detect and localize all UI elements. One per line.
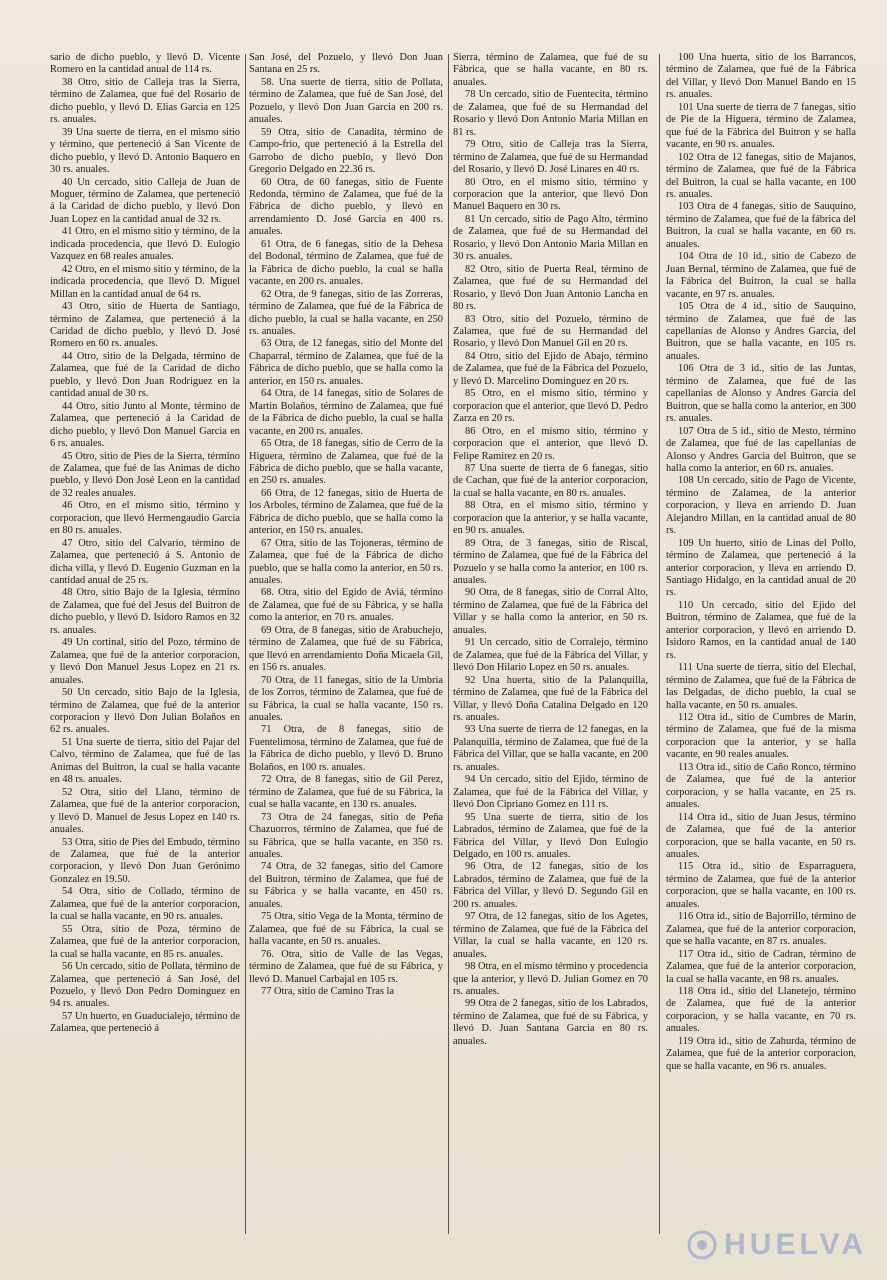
entry-paragraph: 70 Otra, de 11 fanegas, sitio de la Umbria de los Zorros, término de Zalamea, que fué de su Fábrica, la cual se halla vacante, 150 rs. anuales.: [249, 674, 443, 724]
entry-paragraph: 44 Otro, sitio Junto al Monte, término de Zalamea, que perteneció á la Caridad de dicho pueblo, y llevó Don Manuel Garcia en 6 rs. anuales.: [50, 400, 240, 450]
entry-paragraph: 94 Un cercado, sitio del Ejido, término de Zalamea, que fué de la Fábrica del Villar, y llevó Don Cipriano Gomez en 111 rs.: [453, 774, 648, 811]
entry-paragraph: 76. Otra, sitio de Valle de las Vegas, término de Zalamea, que fué de su Fábrica, y llevó D. Manuel Carbajal en 105 rs.: [249, 948, 443, 985]
entry-paragraph: 68. Otra, sitio del Egido de Aviá, término de Zalamea, que fué de su Fábrica, y se halla como la anterior, en 70 rs. anuales.: [249, 587, 443, 624]
entry-paragraph: 46 Otro, en el mismo sitio, término y corporacion, que llevó Hermengaudio Garcia en 80 rs. anuales.: [50, 500, 240, 537]
entry-paragraph: 62 Otra, de 9 fanegas, sitio de las Zorreras, término de Zalamea, que fué de la Fábrica de dicho pueblo, la cual se halla vacante, en 250 rs. anuales.: [249, 288, 443, 337]
entry-paragraph: 99 Otra de 2 fanegas, sitio de los Labrados, término de Zalamea, que fué de su Fábrica, y llevó D. Juan Santana Garcia en 80 rs. anuales.: [453, 998, 648, 1047]
entry-paragraph: 66 Otra, de 12 fanegas, sitio de Huerta de los Arboles, término de Zalamea, que fué de la Fábrica de dicho pueblo, que se halla como la anterior, en 150 rs. anuales.: [249, 487, 443, 537]
entry-paragraph: 60 Otra, de 60 fanegas, sitio de Fuente Redonda, término de Zalamea, que fué de la Fábrica de dicho pueblo, y llevó en arrendamiento D. José Garcia en 400 rs. anuales.: [249, 176, 443, 238]
entry-paragraph: 55 Otra, sitio de Poza, término de Zalamea, que fué de la anterior corporacion, la cual se halla vacante, en 85 rs. anuales.: [50, 923, 240, 960]
entry-paragraph: 89 Otra, de 3 fanegas, sitio de Riscal, término de Zalamea, que fué de la Fábrica del Pozuelo y se halla como la anterior, en 100 rs. anuales.: [453, 537, 648, 587]
entry-paragraph: 44 Otro, sitio de la Delgada, término de Zalamea, que fué de la Caridad de dicho pueblo, y llevó Don Juan Rodriguez en la cantidad anual de 30 rs.: [50, 350, 240, 400]
entry-paragraph: 108 Un cercado, sitio de Pago de Vicente, término de Zalamea, de la anterior corporacion, y lleva en arriendo D. Juan Alejandro Millan, en la cantidad anual de 80 rs.: [666, 475, 856, 537]
emblem-icon: [686, 1229, 718, 1261]
entry-paragraph: 56 Un cercado, sitio de Pollata, término de Zalamea, que perteneció á San José, del Pozuelo, y llevó Don Pedro Dominguez en 94 rs. anuales.: [50, 961, 240, 1010]
entry-paragraph: 43 Otro, sitio de Huerta de Santiago, término de Zalamea, que perteneció á la Caridad de dicho pueblo, y llevó D. José Romero en 60 rs. anuales.: [50, 301, 240, 350]
entry-paragraph: 65 Otra, de 18 fanegas, sitio de Cerro de la Higuera, término de Zalamea, que fué de la Fábrica de dicho pueblo, que se halla vacante, en 250 rs. anuales.: [249, 438, 443, 487]
entry-paragraph: 115 Otra id., sitio de Esparraguera, término de Zalamea, que fué de la anterior corporacion, que se halla vacante, en 100 rs. anuales.: [666, 861, 856, 910]
entry-paragraph: 67 Otra, sitio de las Tojoneras, término de Zalamea, que fué de la Fábrica de dicho pueblo, que se halla como la anterior, en 50 rs. anuales.: [249, 537, 443, 587]
entry-paragraph: 118 Otra id., sitio del Llanetejo, término de Zalamea, que fué de la anterior corporacion, y se halla vacante, en 70 rs. anuales.: [666, 985, 856, 1035]
entry-paragraph: 57 Un huerto, en Guaducialejo, término de Zalamea, que perteneció á: [50, 1010, 240, 1035]
entry-paragraph: 79 Otro, sitio de Calleja tras la Sierra, término de Zalamea, que fué de su Hermandad del Rosario, y llevó D. José Linares en 40 rs.: [453, 139, 648, 176]
text-column-3: [453, 52, 648, 1232]
entry-paragraph: 103 Otra de 4 fanegas, sitio de Sauquino, término de Zalamea, que fué de la fábrica del Buitron, la cual se halla vacante, en 60 rs. anuales.: [666, 201, 856, 250]
entry-paragraph: 72 Otra, de 8 fanegas, sitio de Gil Perez, término de Zalamea, que fué de su Fábrica, la cual se halla vacante, en 130 rs. anuales.: [249, 774, 443, 811]
entry-paragraph: 77 Otra, sitio de Camino Tras la: [261, 985, 395, 997]
entry-paragraph: 50 Un cercado, sitio Bajo de la Iglesia, término de Zalamea, que fué de la anterior corporacion y llevó Don Julian Bolaños en 62 rs. anuales.: [50, 687, 240, 736]
entry-paragraph: San José, del Pozuelo, y llevó Don Juan Santana en 25 rs.: [249, 52, 443, 76]
entry-paragraph: 59 Otra, sitio de Canadita, término de Campo-frio, que perteneció á la Estrella del Garrobo de dicho pueblo, y llevó Don Gregorio Delgado en 22.36 rs.: [249, 126, 443, 176]
entry-paragraph: 114 Otra id., sitio de Juan Jesus, término de Zalamea, que fué de la anterior corporacion, que se halla vacante, en 50 rs. anuales.: [666, 811, 856, 860]
entry-paragraph: 102 Otra de 12 fanegas, sitio de Majanos, término de Zalamea, que fué de la Fábrica del Buitron, la cual se halla vacante, en 100 rs. anuales.: [666, 151, 856, 200]
entry-paragraph: 69 Otra, de 8 fanegas, sitio de Arabuchejo, término de Zalamea, que fué de su Fábrica, que llevó en arrendamiento Doña Micaela Gil, en 156 rs. anuales.: [249, 624, 443, 674]
entry-paragraph: 105 Otra de 4 id., sitio de Sauquino, término de Zalamea, que fué de las capellanías de Alonso y Andres Garcia, del Buitron, que se halla vacante, en 105 rs. anuales.: [666, 301, 856, 362]
entry-paragraph: 42 Otro, en el mismo sitio y término, de la indicada procedencia, que llevó D. Miguel Millan en la cantidad anual de 64 rs.: [50, 263, 240, 300]
entry-paragraph: 52 Otra, sitio del Llano, término de Zalamea, que fué de la anterior corporacion, y llevó D. Manuel de Jesus Lopez en 140 rs. anuales.: [50, 786, 240, 836]
entry-paragraph: 58. Una suerte de tierra, sitio de Pollata, término de Zalamea, que fué de San José, del Pozuelo, y llevó Don Juan Garcia en 200 rs. anuales.: [249, 76, 443, 126]
column-divider: [245, 54, 246, 1234]
entry-paragraph: 87 Una suerte de tierra de 6 fanegas, sitio de Cachan, que fué de la anterior corporacion, la cual se halla vacante, en 80 rs. anuales.: [453, 462, 648, 499]
entry-paragraph: 116 Otra id., sitio de Bajorrillo, término de Zalamea, que fué de la anterior corporacion, que se halla vacante, en 87 rs. anuales.: [666, 911, 856, 948]
entry-paragraph: 45 Otro, sitio de Pies de la Sierra, término de Zalamea, que fué de las Animas de dicho pueblo, y llevó Don José Leon en la cantidad de 32 reales anuales.: [50, 450, 240, 499]
entry-paragraph: 107 Otra de 5 id., sitio de Mesto, término de Zalamea, que fué de las capellanías de Alonso y Andres Garcia del Buitron, que se halla como la anterior, en 60 rs. anuales.: [666, 425, 856, 474]
entry-paragraph: 85 Otro, en el mismo sitio, término y corporacion que el anterior, que llevó D. Pedro Zarza en 20 rs.: [453, 388, 648, 425]
entry-paragraph: 41 Otro, en el mismo sitio y término, de la indicada procedencia, que llevó D. Eulogio Vazquez en 68 reales anuales.: [50, 226, 240, 263]
entry-paragraph: 111 Una suerte de tierra, sitio del Elechal, término de Zalamea, que fué de la Fábrica de las Delgadas, de dicho pueblo, la cual se halla vacante, en 50 rs. anuales.: [666, 662, 856, 711]
entry-paragraph: 48 Otro, sitio Bajo de la Iglesia, término de Zalamea, que fué del Jesus del Buitron de dicho pueblo, y llevó D. Isidoro Ramos en 32 rs. anuales.: [50, 587, 240, 636]
entry-paragraph: 84 Otro, sitio del Ejido de Abajo, término de Zalamea, que fué de la Fábrica del Pozuelo, y llevó D. Marcelino Dominguez en 20 rs.: [453, 350, 648, 387]
entry-paragraph: 80 Otro, en el mismo sitio, término y corporacion que la anterior, que llevó Don Manuel Baquero en 30 rs.: [453, 176, 648, 213]
entry-paragraph: 82 Otro, sitio de Puerta Real, término de Zalamea, que fué de su Hermandad del Rosario, y llevó Don Juan Antonio Lancha en 80 rs.: [453, 263, 648, 313]
text-column-2: [249, 52, 443, 1232]
archive-watermark: [686, 1228, 867, 1262]
entry-paragraph: sario de dicho pueblo, y llevó D. Vicente Romero en la cantidad anual de 114 rs.: [50, 52, 240, 76]
entry-paragraph: 92 Una huerta, sitio de la Palanquilla, término de Zalamea, que fué de la Fábrica del Villar, y llevó Doña Catalina Delgado en 120 rs. anuales.: [453, 674, 648, 724]
entry-paragraph: 63 Otra, de 12 fanegas, sitio del Monte del Chaparral, término de Zalamea, que fué de la Fábrica de dicho pueblo, que se halla como la anterior, en 150 rs. anuales.: [249, 338, 443, 387]
entry-paragraph: 73 Otra de 24 fanegas, sitio de Peña Chazuorros, término de Zalamea, que fué de su Fábrica, que se halla vacante, en 350 rs. anuales.: [249, 811, 443, 860]
entry-paragraph: 61 Otra, de 6 fanegas, sitio de la Dehesa del Bodonal, término de Zalamea, que fué de la Fábrica de dicho pueblo, la cual se halla vacante, en 200 rs. anuales.: [249, 238, 443, 288]
entry-paragraph: 83 Otro, sitio del Pozuelo, término de Zalamea, que fué de su Hermandad del Rosario, y llevó Don Manuel Gil en 20 rs.: [453, 313, 648, 350]
entry-paragraph: 109 Un huerto, sitio de Linas del Pollo, término de Zalamea, que perteneció á la anterior corporacion, y lleva en arriendo D. Santiago Hidalgo, en la cantidad anual de 20 rs.: [666, 537, 856, 599]
entry-paragraph: 98 Otra, en el mismo término y procedencia que la anterior, y llevó D. Julian Gomez en 70 rs. anuales.: [453, 961, 648, 997]
column-divider: [448, 54, 449, 1234]
entry-paragraph: 53 Otra, sitio de Pies del Embudo, término de Zalamea, que fué de la anterior corporacion, y llevó Don Juan Gerónimo Gonzalez en 19.50.: [50, 836, 240, 885]
entry-paragraph: 106 Otra de 3 id., sitio de las Juntas, término de Zalamea, que fué de las capellanías de Alonso y Andres Garcia del Buitron, que se halla como la anterior, en 300 rs. anuales.: [666, 363, 856, 425]
entry-paragraph: 78 Un cercado, sitio de Fuentecita, término de Zalamea, que fué de su Hermandad del Rosario y llevó Don Antonio Maria Millan en 81 rs.: [453, 89, 648, 138]
entry-paragraph: 112 Otra id., sitio de Cumbres de Marin, término de Zalamea, que fué de la misma corporacion que la anterior, y se halla vacante, en 90 reales anuales.: [666, 712, 856, 761]
entry-paragraph: 110 Un cercado, sitio del Ejido del Buitron, término de Zalamea, que fué de la anterior corporacion, y llevó en arriendo D. Isidoro Ramos, en la cantidad anual de 140 rs.: [666, 599, 856, 661]
entry-paragraph: 47 Otro, sitio del Calvario, término de Zalamea, que perteneció á S. Antonio de dicha villa, y llevó D. Eugenio Guzman en la cantidad anual de 25 rs.: [50, 537, 240, 587]
entry-paragraph: 39 Una suerte de tierra, en el mismo sitio y término, que perteneció á San Vicente de dicho pueblo, y llevó D. Antonio Baquero en 30 rs. anuales.: [50, 126, 240, 176]
entry-paragraph: 101 Una suerte de tierra de 7 fanegas, sitio de Pie de la Higuera, término de Zalamea, que fué de la Fábrica del Buitron y se halla vacante, en 90 rs. anuales.: [666, 101, 856, 151]
entry-paragraph: 54 Otra, sitio de Collado, término de Zalamea, que fué de la anterior corporacion, la cual se halla vacante, en 90 rs. anuales.: [50, 886, 240, 923]
text-column-4: [666, 52, 856, 1232]
entry-paragraph: 100 Una huerta, sitio de los Barrancos, término de Zalamea, que fué de la Fábrica del Villar, y llevó Don Manuel Bando en 15 rs. anuales.: [666, 52, 856, 101]
entry-paragraph: 38 Otro, sitio de Calleja tras la Sierra, término de Zalamea, que fué del Rosario de dicho pueblo, y llevó D. Elias Garcia en 125 rs. anuales.: [50, 76, 240, 126]
entry-paragraph: 95 Una suerte de tierra, sitio de los Labrados, término de Zalamea, que fué de la Fábrica del Villar, y llevó Don Eulogio Delgado, en 100 rs. anuales.: [453, 811, 648, 860]
entry-paragraph: 104 Otra de 10 id., sitio de Cabezo de Juan Bernal, término de Zalamea, que fué de la Fábrica del Buitron, la cual se halla vacante, en 97 rs. anuales.: [666, 251, 856, 300]
text-column-1: [50, 52, 240, 1232]
entry-paragraph: 71 Otra, de 8 fanegas, sitio de Fuentelimosa, término de Zalamea, que fué de la Fábrica de dicho pueblo, y llevó D. Bruno Bolaños, en 100 rs. anuales.: [249, 724, 443, 773]
entry-paragraph: 86 Otro, en el mismo sitio, término y corporacion que el anterior, que llevó D. Felipe Ramirez en 20 rs.: [453, 425, 648, 462]
entry-paragraph: 81 Un cercado, sitio de Pago Alto, término de Zalamea, que fué de su Hermandad del Rosario, y llevó Don Antonio Maria Millan en 30 rs. anuales.: [453, 213, 648, 263]
entry-paragraph: 51 Una suerte de tierra, sitio del Pajar del Calvo, término de Zalamea, que fué de las Animas del Buitron, la cual se halla vacante en 48 rs. anuales.: [50, 736, 240, 786]
entry-paragraph: 75 Otra, sitio Vega de la Monta, término de Zalamea, que fué de su Fábrica, la cual se halla vacante, en 50 rs. anuales.: [249, 911, 443, 948]
entry-paragraph: 40 Un cercado, sitio Calleja de Juan de Moguer, término de Zalamea, que perteneció á la Caridad de dicho pueblo, y llevó Don Juan Lopez en la cantidad anual de 32 rs.: [50, 176, 240, 225]
watermark-text: HUELVA: [724, 1228, 867, 1261]
entry-paragraph: 117 Otra id., sitio de Cadran, término de Zalamea, que fué de la anterior corporacion, la cual se halla vacante, en 98 rs. anuales.: [666, 948, 856, 985]
entry-paragraph: 119 Otra id., sitio de Zahurda, término de Zalamea, que fué de la anterior corporacion, que se halla vacante, en 96 rs. anuales.: [666, 1035, 856, 1072]
entry-paragraph: 88 Otra, en el mismo sitio, término y corporacion que la anterior, y se halla vacante, en 90 rs. anuales.: [453, 500, 648, 537]
column-divider: [659, 54, 660, 1234]
entry-paragraph: 91 Un cercado, sitio de Corralejo, término de Zalamea, que fué de la Fábrica del Villar, y llevó Don Hilario Lopez en 50 rs. anuales.: [453, 637, 648, 674]
entry-paragraph: 113 Otra id., sitio de Caño Ronco, término de Zalamea, que fué de la anterior corporacion, y se halla vacante, en 25 rs. anuales.: [666, 761, 856, 811]
entry-paragraph: 64 Otra, de 14 fanegas, sitio de Solares de Martin Bolaños, término de Zalamea, que fué de la Fábrica de dicho pueblo, la cual se halla vacante, en 200 rs. anuales.: [249, 388, 443, 437]
entry-paragraph: Sierra, término de Zalamea, que fué de su Fábrica, que se halla vacante, en 80 rs. anuales.: [453, 52, 648, 88]
entry-paragraph: 93 Una suerte de tierra de 12 fanegas, en la Palanquilla, término de Zalamea, que fué de la Fábrica del Villar, que se halla vacante, en 200 rs. anuales.: [453, 724, 648, 773]
entry-paragraph: 96 Otra, de 12 fanegas, sitio de los Labrados, término de Zalamea, que fué de la Fábrica del Villar, y llevó D. Segundo Gil en 200 rs. anuales.: [453, 861, 648, 910]
entry-paragraph: 49 Un cortinal, sitio del Pozo, término de Zalamea, que fué de la anterior corporacion, y llevó Don Manuel Jesus Lopez en 21 rs. anuales.: [50, 637, 240, 686]
entry-paragraph: 74 Otra, de 32 fanegas, sitio del Camore del Buitron, término de Zalamea, que fué de su Fábrica y se halla vacante, en 450 rs. anuales.: [249, 861, 443, 910]
entry-paragraph: 97 Otra, de 12 fanegas, sitio de los Agetes, término de Zalamea, que fué de la Fábrica del Villar, la cual se halla vacante, en 120 rs. anuales.: [453, 911, 648, 960]
entry-paragraph: 90 Otra, de 8 fanegas, sitio de Corral Alto, término de Zalamea, que fué de la Fábrica del Villar y se halla como la anterior, en 50 rs. anuales.: [453, 587, 648, 636]
